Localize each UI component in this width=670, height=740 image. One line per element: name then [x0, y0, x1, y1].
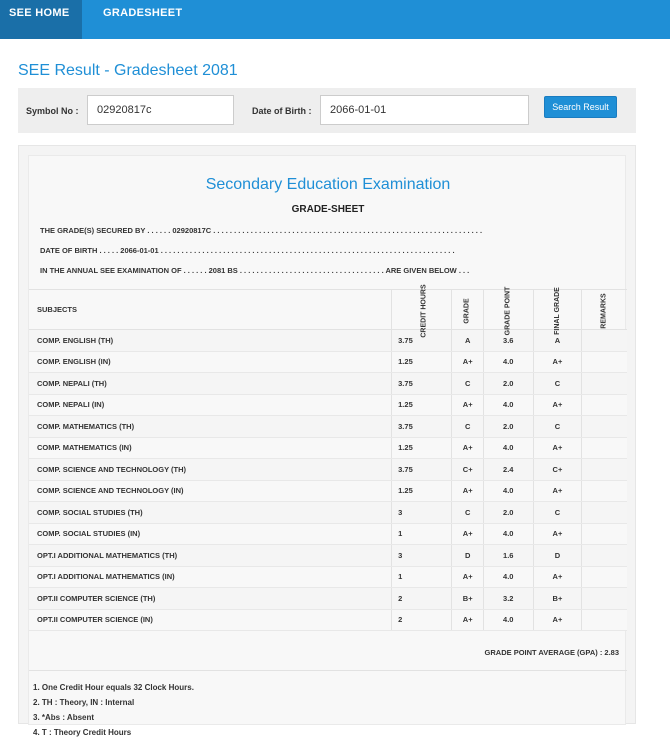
exam-title: Secondary Education Examination — [205, 176, 451, 193]
col-remarks-label: REMARKS — [600, 292, 608, 329]
table-row — [29, 459, 627, 481]
cell-subject: COMP. MATHEMATICS (TH) — [29, 416, 392, 438]
table-row — [29, 480, 627, 502]
cell-credit-hours: 1.25 — [392, 394, 452, 416]
top-navbar — [0, 0, 670, 39]
notes-list — [33, 680, 194, 740]
gradesheet-card — [28, 155, 626, 737]
cell-grade: A+ — [452, 523, 484, 545]
cell-final-grade: A+ — [533, 394, 582, 416]
col-grade-label: GRADE — [463, 297, 471, 324]
gradesheet-subtitle: GRADE-SHEET — [291, 204, 365, 215]
cell-grade-point: 4.0 — [483, 523, 533, 545]
cell-subject: COMP. SCIENCE AND TECHNOLOGY (IN) — [29, 480, 392, 502]
gradesheet-panel — [18, 145, 636, 737]
table-row — [29, 609, 627, 631]
cell-subject: COMP. NEPALI (IN) — [29, 394, 392, 416]
cell-remarks — [582, 588, 627, 610]
cell-remarks — [582, 373, 627, 395]
table-row — [29, 545, 627, 567]
cell-grade-point: 2.0 — [483, 502, 533, 524]
nav-tab-gradesheet[interactable]: GRADESHEET — [103, 7, 183, 19]
col-grade-point — [483, 286, 533, 335]
col-grade-point-label: GRADE POINT — [504, 286, 512, 335]
grades-table — [29, 283, 627, 631]
cell-grade-point: 4.0 — [483, 480, 533, 502]
cell-subject: COMP. SCIENCE AND TECHNOLOGY (TH) — [29, 459, 392, 481]
cell-grade-point: 4.0 — [483, 566, 533, 588]
info-exam-year: IN THE ANNUAL SEE EXAMINATION OF . . . . . . 2081 BS . . . . . . . . . . . . . . . . . . . . . . . . . . . . . . . . . . . ARE GIVEN BELOW . . . — [40, 266, 470, 275]
cell-final-grade: A+ — [533, 609, 582, 631]
note-item: 1. One Credit Hour equals 32 Clock Hours. — [33, 683, 194, 692]
cell-subject: COMP. SOCIAL STUDIES (IN) — [29, 523, 392, 545]
cell-grade: C — [452, 373, 484, 395]
note-item: 3. *Abs : Absent — [33, 713, 95, 722]
col-subjects: SUBJECTS — [29, 290, 392, 330]
cell-credit-hours: 1.25 — [392, 437, 452, 459]
cell-subject: COMP. ENGLISH (IN) — [29, 351, 392, 373]
cell-grade-point: 3.6 — [483, 330, 533, 352]
cell-final-grade: C — [533, 502, 582, 524]
cell-grade: C+ — [452, 459, 484, 481]
cell-subject: OPT.II COMPUTER SCIENCE (TH) — [29, 588, 392, 610]
cell-subject: COMP. ENGLISH (TH) — [29, 330, 392, 352]
symbol-label: Symbol No : — [26, 106, 79, 116]
cell-remarks — [582, 351, 627, 373]
cell-credit-hours: 2 — [392, 588, 452, 610]
dob-input[interactable] — [320, 95, 529, 125]
nav-tab-see-home[interactable]: SEE HOME — [0, 0, 82, 39]
col-final-grade — [533, 286, 582, 335]
table-row — [29, 330, 627, 352]
cell-credit-hours: 1.25 — [392, 480, 452, 502]
cell-credit-hours: 3 — [392, 545, 452, 567]
cell-final-grade: A+ — [533, 480, 582, 502]
table-row — [29, 566, 627, 588]
cell-grade: A+ — [452, 437, 484, 459]
cell-remarks — [582, 609, 627, 631]
col-credit-hours — [392, 283, 452, 338]
cell-credit-hours: 3.75 — [392, 416, 452, 438]
table-row — [29, 394, 627, 416]
cell-remarks — [582, 437, 627, 459]
cell-grade: A — [452, 330, 484, 352]
cell-grade: C — [452, 502, 484, 524]
cell-remarks — [582, 416, 627, 438]
page-title: SEE Result - Gradesheet 2081 — [18, 62, 238, 79]
cell-final-grade: A+ — [533, 523, 582, 545]
cell-final-grade: C — [533, 416, 582, 438]
note-item: 4. T : Theory Credit Hours — [33, 728, 132, 737]
cell-grade: C — [452, 416, 484, 438]
cell-grade: D — [452, 545, 484, 567]
grades-body — [29, 330, 627, 631]
cell-credit-hours: 3.75 — [392, 330, 452, 352]
cell-grade-point: 4.0 — [483, 394, 533, 416]
cell-remarks — [582, 480, 627, 502]
cell-final-grade: C — [533, 373, 582, 395]
col-remarks — [582, 290, 627, 330]
cell-final-grade: B+ — [533, 588, 582, 610]
col-grade — [452, 290, 484, 330]
cell-credit-hours: 1.25 — [392, 351, 452, 373]
cell-subject: OPT.I ADDITIONAL MATHEMATICS (IN) — [29, 566, 392, 588]
cell-grade: A+ — [452, 394, 484, 416]
cell-remarks — [582, 502, 627, 524]
cell-credit-hours: 1 — [392, 566, 452, 588]
cell-grade-point: 1.6 — [483, 545, 533, 567]
divider — [29, 670, 627, 671]
cell-credit-hours: 2 — [392, 609, 452, 631]
cell-grade: A+ — [452, 351, 484, 373]
table-row — [29, 437, 627, 459]
cell-credit-hours: 3 — [392, 502, 452, 524]
cell-grade: A+ — [452, 609, 484, 631]
table-row — [29, 588, 627, 610]
table-row — [29, 502, 627, 524]
cell-remarks — [582, 330, 627, 352]
info-grades-secured: THE GRADE(S) SECURED BY . . . . . . 02920817C . . . . . . . . . . . . . . . . . . . . . . . . . . . . . . . . . . . . . . . . . . . . . . . . . . . . . . . . . . . . . . . . . — [40, 226, 483, 235]
cell-grade-point: 4.0 — [483, 437, 533, 459]
table-header-row — [29, 290, 627, 330]
cell-grade-point: 4.0 — [483, 351, 533, 373]
info-date-of-birth: DATE OF BIRTH . . . . . 2066-01-01 . . . . . . . . . . . . . . . . . . . . . . . . . . . . . . . . . . . . . . . . . . . . . . . . . . . . . . . . . . . . . . . . . . . . . . . — [40, 246, 455, 255]
col-final-grade-label: FINAL GRADE — [553, 286, 561, 335]
cell-final-grade: A+ — [533, 566, 582, 588]
dob-label: Date of Birth : — [252, 106, 312, 116]
gpa-summary: GRADE POINT AVERAGE (GPA) : 2.83 — [484, 648, 619, 657]
cell-final-grade: D — [533, 545, 582, 567]
cell-remarks — [582, 394, 627, 416]
table-row — [29, 416, 627, 438]
cell-subject: OPT.II COMPUTER SCIENCE (IN) — [29, 609, 392, 631]
cell-remarks — [582, 459, 627, 481]
table-row — [29, 523, 627, 545]
cell-credit-hours: 3.75 — [392, 459, 452, 481]
cell-final-grade: A+ — [533, 437, 582, 459]
cell-grade: A+ — [452, 566, 484, 588]
cell-grade: B+ — [452, 588, 484, 610]
cell-final-grade: A — [533, 330, 582, 352]
table-row — [29, 351, 627, 373]
cell-remarks — [582, 545, 627, 567]
col-credit-label: CREDIT HOURS — [420, 283, 428, 338]
cell-subject: OPT.I ADDITIONAL MATHEMATICS (TH) — [29, 545, 392, 567]
symbol-input[interactable] — [87, 95, 234, 125]
cell-credit-hours: 1 — [392, 523, 452, 545]
note-item: 2. TH : Theory, IN : Internal — [33, 698, 135, 707]
cell-grade-point: 4.0 — [483, 609, 533, 631]
cell-subject: COMP. SOCIAL STUDIES (TH) — [29, 502, 392, 524]
cell-final-grade: C+ — [533, 459, 582, 481]
cell-grade-point: 3.2 — [483, 588, 533, 610]
cell-subject: COMP. NEPALI (TH) — [29, 373, 392, 395]
cell-grade-point: 2.0 — [483, 373, 533, 395]
search-result-button[interactable]: Search Result — [544, 96, 617, 118]
cell-remarks — [582, 523, 627, 545]
cell-grade: A+ — [452, 480, 484, 502]
cell-credit-hours: 3.75 — [392, 373, 452, 395]
cell-remarks — [582, 566, 627, 588]
cell-grade-point: 2.0 — [483, 416, 533, 438]
search-form — [18, 88, 636, 133]
cell-grade-point: 2.4 — [483, 459, 533, 481]
cell-subject: COMP. MATHEMATICS (IN) — [29, 437, 392, 459]
table-row — [29, 373, 627, 395]
cell-final-grade: A+ — [533, 351, 582, 373]
